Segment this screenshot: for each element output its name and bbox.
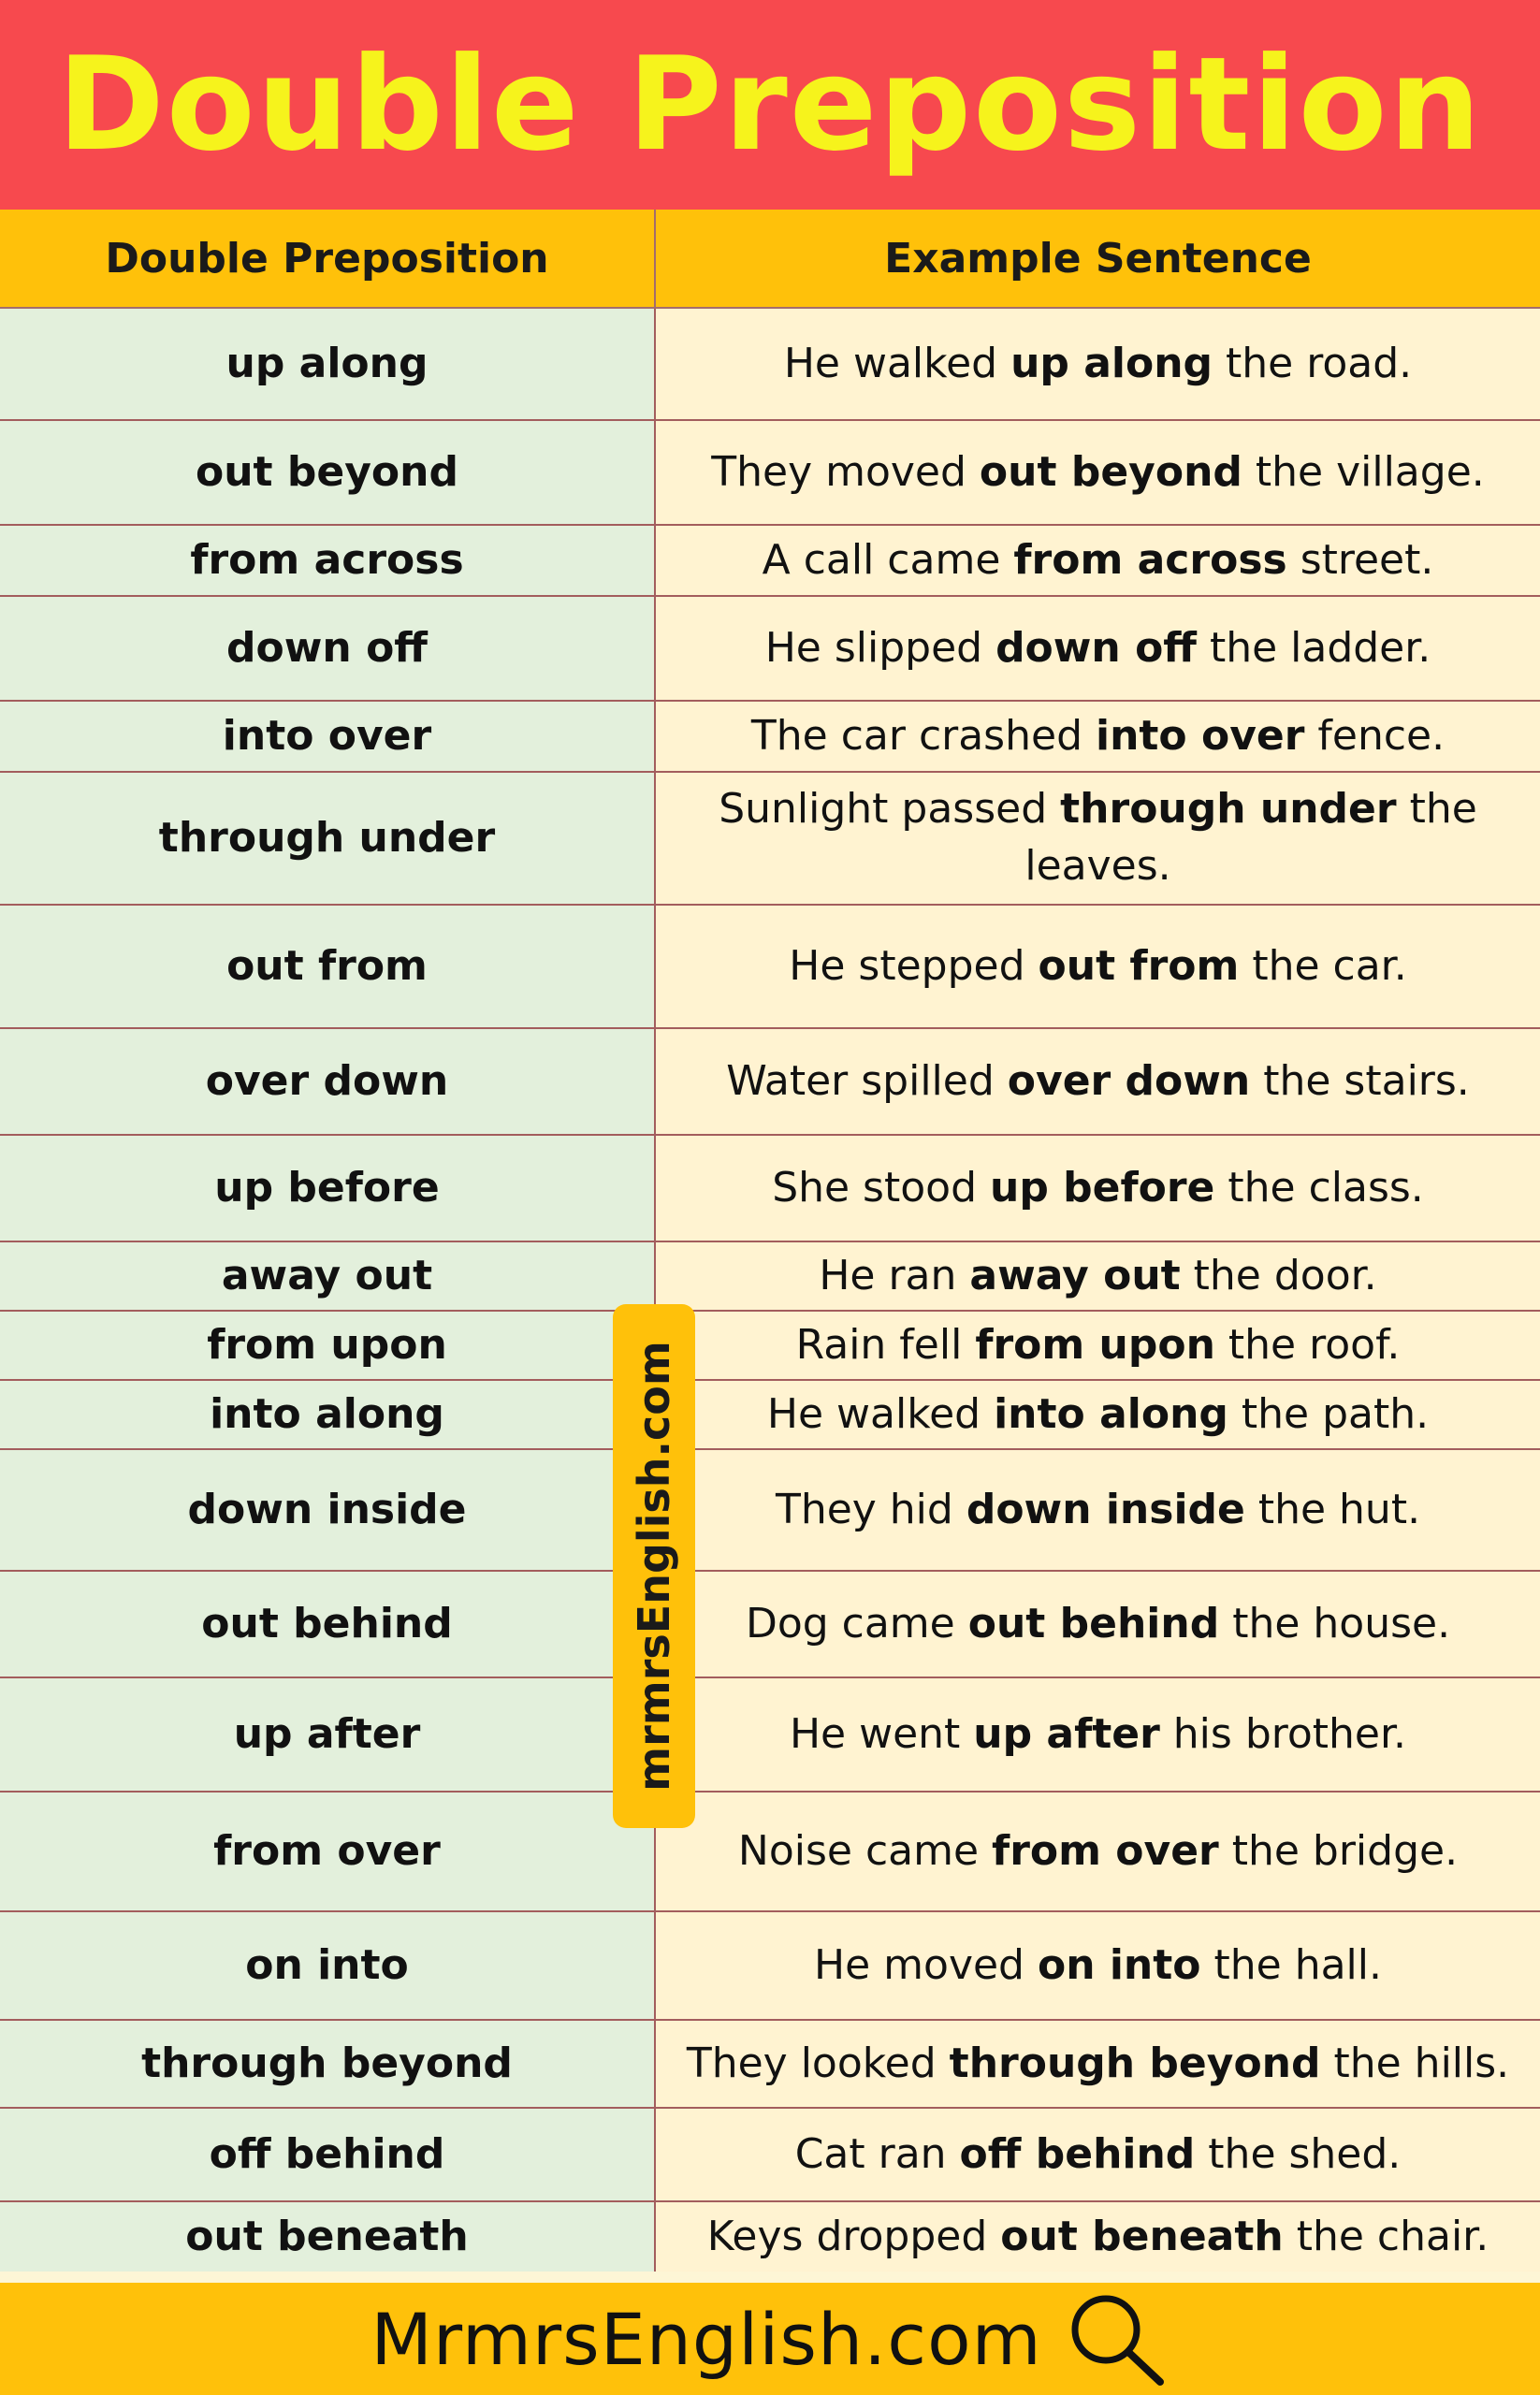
table-cell-preposition: out beyond (0, 421, 656, 526)
sentence-start: He walked (766, 1389, 995, 1438)
table-cell-preposition: through under (0, 773, 656, 906)
table-cell-example (656, 1242, 1540, 1312)
sentence-start: Sunlight passed (719, 785, 1061, 834)
sentence-preposition: up before (990, 1163, 1215, 1212)
table-cell-example (656, 1793, 1540, 1912)
table-cell-example (656, 2202, 1540, 2272)
table-cell-preposition: up before (0, 1136, 656, 1242)
example-sentence (784, 336, 1412, 393)
table-cell-example (656, 1136, 1540, 1242)
sentence-start: They hid (775, 1485, 966, 1533)
table-cell-preposition: out behind (0, 1572, 656, 1678)
table-cell-example (656, 1572, 1540, 1678)
sentence-end: the village. (1242, 447, 1485, 496)
sentence-end: the door. (1180, 1251, 1377, 1299)
sentence-start: Rain fell (795, 1320, 976, 1369)
sentence-preposition: over down (1007, 1056, 1251, 1105)
sentence-end: street. (1286, 535, 1434, 584)
table-cell-example (656, 1029, 1540, 1136)
table-cell-example (656, 1450, 1540, 1572)
table-cell-example (656, 421, 1540, 526)
sentence-start: Water spilled (726, 1056, 1008, 1105)
sentence-preposition: out from (1038, 941, 1240, 990)
preposition-table (0, 210, 1540, 2283)
footer-bar (0, 2283, 1540, 2395)
table-cell-example (656, 2021, 1540, 2109)
sentence-preposition: down off (995, 623, 1197, 672)
example-sentence (707, 2209, 1489, 2266)
sentence-start: Cat ran (794, 2129, 960, 2178)
sentence-preposition: out beyond (979, 447, 1242, 496)
example-sentence (765, 620, 1431, 677)
sentence-start: They moved (711, 447, 980, 496)
sentence-end: the car. (1239, 941, 1407, 990)
table-cell-preposition: out from (0, 906, 656, 1029)
sentence-preposition: out beneath (1000, 2212, 1284, 2260)
sentence-start: She stood (772, 1163, 990, 1212)
table-cell-preposition: into over (0, 702, 656, 773)
sentence-preposition: from upon (975, 1320, 1215, 1369)
sentence-preposition: up along (1010, 339, 1213, 387)
sentence-preposition: through under (1060, 785, 1397, 834)
table-cell-preposition: up after (0, 1678, 656, 1793)
table-cell-preposition: down off (0, 597, 656, 702)
sentence-preposition: off behind (959, 2129, 1196, 2178)
example-sentence (746, 1596, 1450, 1653)
table-cell-example (656, 773, 1540, 906)
sentence-preposition: on into (1037, 1940, 1201, 1989)
sentence-end: the stairs. (1250, 1056, 1470, 1105)
sentence-end: the roof. (1214, 1320, 1401, 1369)
column-header-preposition: Double Preposition (0, 210, 656, 309)
example-sentence (795, 2126, 1402, 2184)
example-sentence (796, 1317, 1401, 1374)
search-icon[interactable] (1067, 2290, 1170, 2388)
table-cell-example (656, 1912, 1540, 2021)
table-cell-example (656, 1381, 1540, 1450)
example-sentence (711, 444, 1485, 501)
sentence-end: the shed. (1195, 2129, 1402, 2178)
sentence-preposition: from over (992, 1826, 1219, 1875)
example-sentence (776, 1482, 1420, 1539)
table-cell-example (656, 2109, 1540, 2202)
sentence-start: A call came (762, 535, 1014, 584)
sentence-end: the hut. (1244, 1485, 1421, 1533)
sentence-start: Noise came (737, 1826, 993, 1875)
sentence-end: the hills. (1320, 2039, 1510, 2087)
sentence-end: his brother. (1159, 1709, 1407, 1758)
sentence-start: He walked (783, 339, 1011, 387)
title-banner (0, 0, 1540, 210)
sentence-preposition: from across (1013, 535, 1287, 584)
table-cell-preposition: off behind (0, 2109, 656, 2202)
sentence-end: the bridge. (1218, 1826, 1459, 1875)
sentence-preposition: into along (994, 1389, 1228, 1438)
table-cell-preposition: on into (0, 1912, 656, 2021)
table-cell-preposition: away out (0, 1242, 656, 1312)
sentence-start: They looked (686, 2039, 950, 2087)
sentence-start: The car crashed (750, 711, 1096, 760)
sentence-end: the chair. (1283, 2212, 1489, 2260)
example-sentence (772, 1160, 1424, 1217)
example-sentence (738, 1823, 1458, 1880)
sentence-end: the road. (1213, 339, 1413, 387)
table-cell-preposition: down inside (0, 1450, 656, 1572)
table-cell-preposition: from across (0, 526, 656, 597)
sentence-end: the path. (1228, 1389, 1430, 1438)
sentence-start: Dog came (745, 1599, 968, 1647)
sentence-end: the house. (1219, 1599, 1451, 1647)
table-cell-preposition: over down (0, 1029, 656, 1136)
sentence-start: He stepped (789, 941, 1039, 990)
example-sentence (790, 1706, 1406, 1764)
table-cell-preposition: up along (0, 309, 656, 421)
sentence-end: fence. (1304, 711, 1446, 760)
example-sentence (814, 1938, 1382, 1995)
sentence-end: the class. (1214, 1163, 1424, 1212)
table-cell-example (656, 906, 1540, 1029)
table-cell-example (656, 597, 1540, 702)
table-cell-example (656, 526, 1540, 597)
table-cell-example (656, 1312, 1540, 1381)
example-sentence (789, 938, 1406, 995)
example-sentence (763, 532, 1434, 589)
watermark-text: mrmrsEnglish.com (629, 1341, 679, 1792)
sentence-preposition: up after (973, 1709, 1160, 1758)
example-sentence (726, 1053, 1470, 1110)
sentence-preposition: out behind (967, 1599, 1220, 1647)
footer-site-link[interactable]: MrmrsEnglish.com (370, 2297, 1042, 2381)
sentence-end: the leaves. (1024, 785, 1477, 890)
table-cell-preposition: into along (0, 1381, 656, 1450)
sentence-preposition: away out (969, 1251, 1181, 1299)
sentence-start: He moved (814, 1940, 1038, 1989)
sentence-start: Keys dropped (706, 2212, 1001, 2260)
table-cell-preposition: out beneath (0, 2202, 656, 2272)
sentence-start: He went (789, 1709, 974, 1758)
watermark-badge (613, 1304, 695, 1828)
sentence-end: the ladder. (1196, 623, 1431, 672)
sentence-end: the hall. (1200, 1940, 1382, 1989)
table-cell-example (656, 702, 1540, 773)
sentence-preposition: down inside (966, 1485, 1245, 1533)
example-sentence (751, 708, 1445, 765)
example-sentence (675, 781, 1521, 894)
sentence-preposition: through beyond (949, 2039, 1321, 2087)
table-cell-example (656, 1678, 1540, 1793)
sentence-start: He ran (819, 1251, 970, 1299)
example-sentence (767, 1386, 1429, 1444)
table-cell-preposition: through beyond (0, 2021, 656, 2109)
table-cell-preposition: from over (0, 1793, 656, 1912)
column-header-example: Example Sentence (656, 210, 1540, 309)
sentence-preposition: into over (1095, 711, 1305, 760)
example-sentence (819, 1248, 1376, 1305)
table-cell-example (656, 309, 1540, 421)
table-cell-preposition: from upon (0, 1312, 656, 1381)
sentence-start: He slipped (764, 623, 996, 672)
page-title: Double Preposition (57, 29, 1483, 180)
example-sentence (687, 2036, 1509, 2093)
